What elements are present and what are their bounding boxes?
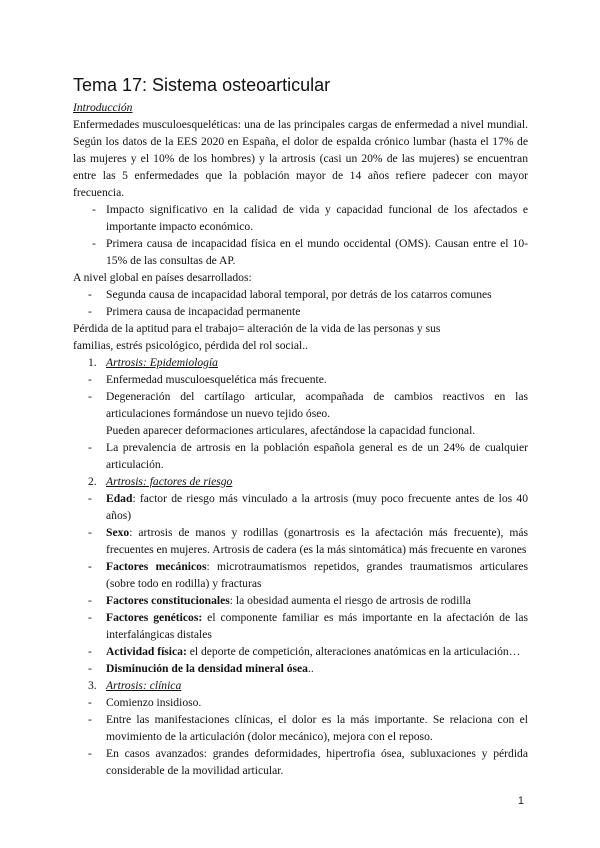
- section-3-bullet: - En casos avanzados: grandes deformidades, hipertrofia ósea, subluxaciones y pérdida considerable de la movilidad articular.: [73, 745, 528, 779]
- risk-factor-label: Factores genéticos:: [106, 611, 203, 624]
- risk-factor-text: el deporte de competición, alteraciones anatómicas en la articulación…: [186, 645, 521, 658]
- section-3-bullet: - Entre las manifestaciones clínicas, el dolor es la más importante. Se relaciona con el movimiento de la articulación (dolor mecánico), mejora con el reposo.: [73, 711, 528, 745]
- risk-factor-item: [73, 660, 528, 677]
- risk-factor-label: Sexo: [106, 526, 130, 539]
- section-3-bullet-list: [73, 694, 528, 779]
- risk-factor-text: : artrosis de manos y rodillas (gonartrosis es la afectación más frecuente), más frecuentes en mujeres. Artrosis de cadera (es la más sintomática) más frecuente en varones: [106, 526, 528, 556]
- section-1-heading-item: [73, 354, 528, 371]
- risk-factor-item: [73, 524, 528, 558]
- risk-factor-text: : la obesidad aumenta el riesgo de artrosis de rodilla: [229, 594, 471, 607]
- section-3-heading-item: [73, 677, 528, 694]
- global-bullet: - Primera causa de incapacidad permanente: [73, 303, 528, 320]
- risk-factor-item: [73, 609, 528, 643]
- global-bullet-list: [73, 286, 528, 320]
- intro-paragraph: Enfermedades musculoesqueléticas: una de las principales cargas de enfermedad a nivel mundial. Según los datos de la EES 2020 en España, el dolor de espalda crónico lumbar (hasta el 17% de las mujeres y el 10% de los hombres) y la artrosis (casi un 20% de las mujeres) se encuentran entre las 5 enfermedades que la población mayor de 14 años refiere padecer con mayor frecuencia.: [73, 118, 528, 199]
- risk-factor-item: [73, 592, 528, 609]
- risk-factor-label: Factores mecánicos: [106, 560, 207, 573]
- section-3-bullet: - Comienzo insidioso.: [73, 694, 528, 711]
- page-title: Tema 17: Sistema osteoarticular: [73, 75, 331, 95]
- aptitude-line: Pérdida de la aptitud para el trabajo= alteración de la vida de las personas y sus: [73, 322, 441, 335]
- section-2-heading-item: [73, 473, 528, 490]
- aptitude-line: familias, estrés psicológico, pérdida del rol social..: [73, 339, 309, 352]
- risk-factor-text: ..: [307, 662, 314, 675]
- section-1-bullet: - Enfermedad musculoesquelética más frecuente.: [73, 371, 528, 388]
- section-3-number: 3.: [88, 679, 97, 692]
- section-1-bullet-list-2: [73, 439, 528, 473]
- section-1-number: 1.: [88, 356, 97, 369]
- section-1-bullet: - La prevalencia de artrosis en la población española general es de un 24% de cualquier articulación.: [73, 439, 528, 473]
- section-2-heading: Artrosis: factores de riesgo: [106, 475, 233, 488]
- intro-heading: Introducción: [73, 101, 133, 114]
- section-1-bullet: - Degeneración del cartílago articular, acompañada de cambios reactivos en las articulaciones formándose un nuevo tejido óseo.: [73, 388, 528, 422]
- risk-factor-list: [73, 490, 528, 677]
- risk-factor-text: : factor de riesgo más vinculado a la artrosis (muy poco frecuente antes de los 40 años): [106, 492, 528, 522]
- global-bullet: - Segunda causa de incapacidad laboral temporal, por detrás de los catarros comunes: [73, 286, 528, 303]
- risk-factor-text: : microtraumatismos repetidos, grandes traumatismos articulares (sobre todo en rodilla) y fracturas: [106, 560, 528, 590]
- risk-factor-item: [73, 643, 528, 660]
- section-2-heading-list: [73, 473, 528, 490]
- section-1-heading-list: [73, 354, 528, 371]
- page-number: 1: [517, 795, 524, 807]
- section-3-heading: Artrosis: clínica: [106, 679, 182, 692]
- risk-factor-label: Edad: [106, 492, 133, 505]
- section-2-number: 2.: [88, 475, 97, 488]
- section-1-continuation: Pueden aparecer deformaciones articulares, afectándose la capacidad funcional.: [106, 424, 476, 437]
- section-1-bullet-list: [73, 371, 528, 422]
- risk-factor-item: [73, 490, 528, 524]
- risk-factor-label: Actividad física:: [106, 645, 187, 658]
- section-3-heading-list: [73, 677, 528, 694]
- section-1-heading: Artrosis: Epidemiología: [106, 356, 218, 369]
- risk-factor-item: [73, 558, 528, 592]
- global-heading: A nivel global en países desarrollados:: [73, 271, 252, 284]
- intro-bullet-list: [73, 201, 528, 269]
- intro-bullet: - Impacto significativo en la calidad de vida y capacidad funcional de los afectados e importante impacto económico.: [73, 201, 528, 235]
- risk-factor-label: Factores constitucionales: [106, 594, 230, 607]
- intro-bullet: - Primera causa de incapacidad física en el mundo occidental (OMS). Causan entre el 10-15% de las consultas de AP.: [73, 235, 528, 269]
- page-content: [73, 72, 528, 779]
- risk-factor-label: Disminución de la densidad mineral ósea: [106, 662, 308, 675]
- risk-factor-text: el componente familiar es más importante en la afectación de las interfalángicas distales: [106, 611, 529, 641]
